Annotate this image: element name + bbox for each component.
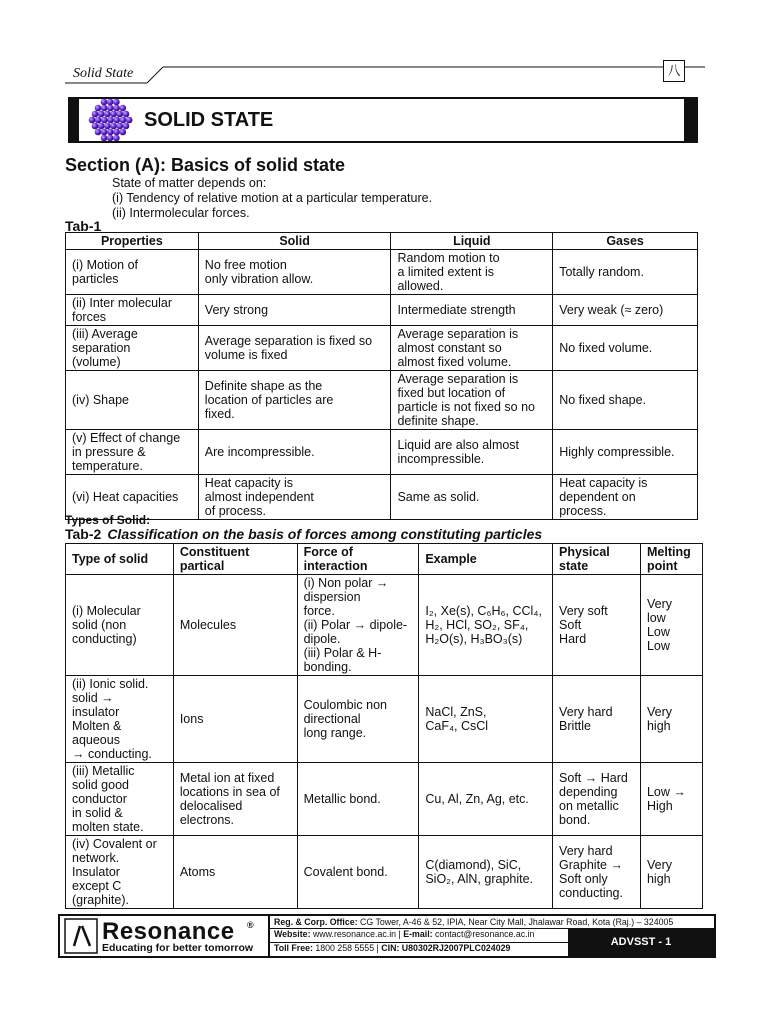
table-row <box>66 430 698 475</box>
table-cell: Cu, Al, Zn, Ag, etc. <box>419 763 553 836</box>
table-cell: Very hard Graphite → Soft only conducting. <box>553 836 641 909</box>
website-link[interactable]: www.resonance.ac.in | <box>310 929 404 939</box>
header-rule <box>65 64 705 86</box>
table-header-row <box>66 233 698 250</box>
table-cell: Metal ion at fixed locations in sea of delocalised electrons. <box>173 763 297 836</box>
table-cell: Average separation is almost constant so almost fixed volume. <box>391 326 553 371</box>
resonance-logo-icon <box>64 918 98 954</box>
table-cell: Very strong <box>198 295 391 326</box>
table-cell: No fixed volume. <box>553 326 698 371</box>
table-row <box>66 676 703 763</box>
intro-line: State of matter depends on: <box>112 176 267 190</box>
table-cell: Very high <box>640 836 702 909</box>
column-header: Gases <box>553 233 698 250</box>
running-title: Solid State <box>73 66 134 81</box>
column-header: Constituent partical <box>173 544 297 575</box>
tollfree-cin: Toll Free: 1800 258 5555 | CIN: U80302RJ2007PLC024029 <box>270 942 572 954</box>
table-cell: Low → High <box>640 763 702 836</box>
table-row <box>66 575 703 676</box>
title-bar <box>68 97 698 143</box>
tab2-heading <box>65 526 542 542</box>
page-code: ADVSST - 1 <box>568 929 714 956</box>
table-cell: Ions <box>173 676 297 763</box>
running-header <box>65 64 705 84</box>
table-cell: Average separation is fixed but location of particle is not fixed so no definite shape. <box>391 371 553 430</box>
contact-info <box>268 916 714 956</box>
column-header: Solid <box>198 233 391 250</box>
types-of-solid-label: Types of Solid: <box>65 513 151 527</box>
resonance-small-logo: 八 <box>663 60 685 82</box>
resonance-brand <box>64 918 264 954</box>
crystal-lattice-icon <box>84 97 138 143</box>
column-header: Properties <box>66 233 199 250</box>
table-row <box>66 475 698 520</box>
table-cell: Metallic bond. <box>297 763 419 836</box>
column-header: Physical state <box>553 544 641 575</box>
registered-mark: ® <box>247 920 254 930</box>
page-title: SOLID STATE <box>144 109 274 131</box>
table-cell: (iv) Shape <box>66 371 199 430</box>
intro-line: (i) Tendency of relative motion at a particular temperature. <box>112 191 433 205</box>
table-cell: (vi) Heat capacities <box>66 475 199 520</box>
brand-tagline: Educating for better tomorrow <box>102 942 254 954</box>
table-cell: Random motion to a limited extent is allowed. <box>391 250 553 295</box>
column-header: Melting point <box>640 544 702 575</box>
table-row <box>66 295 698 326</box>
column-header: Liquid <box>391 233 553 250</box>
table-row <box>66 836 703 909</box>
table-cell: Heat capacity is dependent on process. <box>553 475 698 520</box>
table-cell: No free motion only vibration allow. <box>198 250 391 295</box>
table-cell: Totally random. <box>553 250 698 295</box>
table-cell: (ii) Inter molecular forces <box>66 295 199 326</box>
table-cell: Heat capacity is almost independent of process. <box>198 475 391 520</box>
table-row <box>66 250 698 295</box>
table-cell: I₂, Xe(s), C₆H₆, CCl₄, H₂, HCl, SO₂, SF₄, H₂O(s), H₃BO₃(s) <box>419 575 553 676</box>
table-cell: NaCl, ZnS, CaF₄, CsCl <box>419 676 553 763</box>
table-cell: Very hard Brittle <box>553 676 641 763</box>
table-cell: Molecules <box>173 575 297 676</box>
table-cell: Average separation is fixed so volume is fixed <box>198 326 391 371</box>
table-cell: Liquid are also almost incompressible. <box>391 430 553 475</box>
table-cell: Are incompressible. <box>198 430 391 475</box>
table-cell: Intermediate strength <box>391 295 553 326</box>
table-cell: Covalent bond. <box>297 836 419 909</box>
table-cell: (iii) Average separation (volume) <box>66 326 199 371</box>
column-header: Example <box>419 544 553 575</box>
table-header-row <box>66 544 703 575</box>
brand-name: Resonance <box>102 918 235 945</box>
web-email: Website: www.resonance.ac.in | E-mail: contact@resonance.ac.in <box>274 929 535 939</box>
table-cell: Coulombic non directional long range. <box>297 676 419 763</box>
table-cell: (iv) Covalent or network. Insulator except C (graphite). <box>66 836 174 909</box>
table-cell: Very weak (≈ zero) <box>553 295 698 326</box>
tab1-label: Tab-1 <box>65 218 102 234</box>
table-cell: (v) Effect of change in pressure & temperature. <box>66 430 199 475</box>
table-cell: Soft → Hard depending on metallic bond. <box>553 763 641 836</box>
table-cell: Definite shape as the location of particles are fixed. <box>198 371 391 430</box>
table-cell: No fixed shape. <box>553 371 698 430</box>
email-link[interactable]: contact@resonance.ac.in <box>432 929 535 939</box>
states-of-matter-table <box>65 232 698 520</box>
column-header: Type of solid <box>66 544 174 575</box>
table-cell: Same as solid. <box>391 475 553 520</box>
table-cell: Very soft Soft Hard <box>553 575 641 676</box>
table-row <box>66 763 703 836</box>
tab2-caption: Classification on the basis of forces among constituting particles <box>107 526 543 542</box>
table-cell: (i) Molecular solid (non conducting) <box>66 575 174 676</box>
table-cell: (i) Non polar → dispersion force. (ii) Polar → dipole- dipole. (iii) Polar & H- bonding. <box>297 575 419 676</box>
column-header: Force of interaction <box>297 544 419 575</box>
table-cell: Atoms <box>173 836 297 909</box>
table-cell: C(diamond), SiC, SiO₂, AlN, graphite. <box>419 836 553 909</box>
table-cell: (iii) Metallic solid good conductor in solid & molten state. <box>66 763 174 836</box>
table-cell: (i) Motion of particles <box>66 250 199 295</box>
types-of-solid-table <box>65 543 703 909</box>
page-footer <box>58 914 716 958</box>
table-cell: Very high <box>640 676 702 763</box>
table-row <box>66 371 698 430</box>
office-address: Reg. & Corp. Office: CG Tower, A-46 & 52, IPIA, Near City Mall, Jhalawar Road, Kota (Raj.) – 324005 <box>270 917 714 929</box>
intro-text <box>112 176 432 221</box>
intro-line: (ii) Intermolecular forces. <box>112 206 250 220</box>
table-cell: Highly compressible. <box>553 430 698 475</box>
section-title: Section (A): Basics of solid state <box>65 155 346 175</box>
table-row <box>66 326 698 371</box>
tab2-label: Tab-2 <box>65 526 102 542</box>
table-cell: (ii) Ionic solid. solid → insulator Molten & aqueous → conducting. <box>66 676 174 763</box>
table-cell: Very low Low Low <box>640 575 702 676</box>
